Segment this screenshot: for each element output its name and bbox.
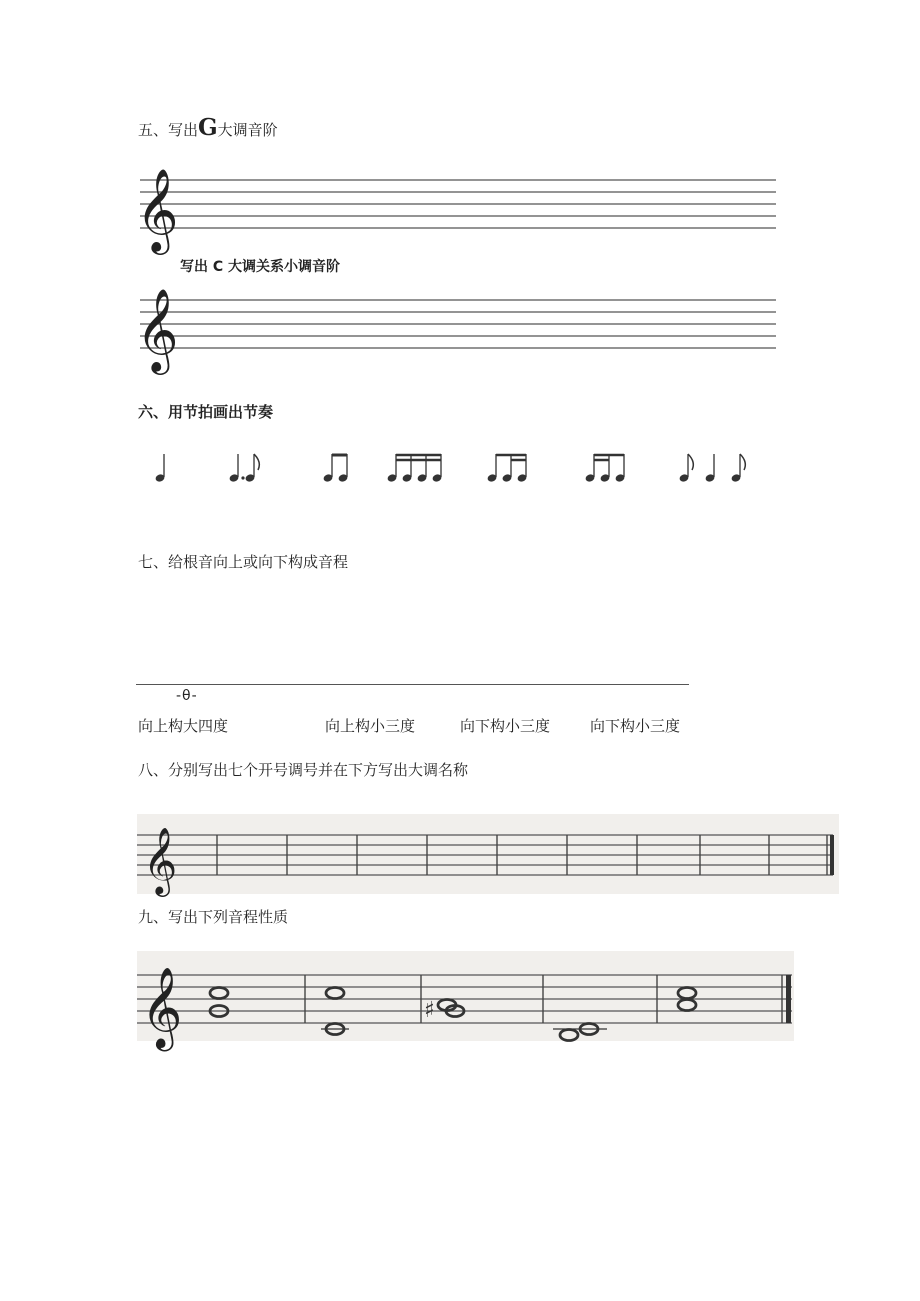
key-signature-staff — [137, 814, 839, 894]
interval-label-2: 向上构小三度 — [325, 717, 416, 735]
quarter-note-icon — [155, 454, 166, 483]
two-sixteenths-eighth-icon — [585, 454, 626, 483]
root-note-mark: -θ- — [176, 688, 198, 704]
treble-clef-icon: 𝄞 — [141, 966, 183, 1048]
interval-label-1: 向上构大四度 — [138, 717, 229, 735]
interval-label-3: 向下构小三度 — [460, 717, 551, 735]
treble-clef-icon: 𝄞 — [136, 287, 179, 371]
syncopation-icon — [679, 454, 746, 483]
dotted-quarter-eighth-icon — [229, 454, 260, 483]
four-sixteenths-icon — [387, 454, 443, 483]
interval-label-4: 向下构小三度 — [590, 717, 681, 735]
q6-title: 六、用节拍画出节奏 — [138, 403, 274, 421]
sharp-icon: ♯ — [424, 998, 435, 1023]
treble-clef-icon: 𝄞 — [143, 826, 178, 894]
treble-clef-icon: 𝄞 — [136, 167, 179, 251]
q9-title: 九、写出下列音程性质 — [138, 908, 289, 926]
eighth-two-sixteenths-icon — [487, 454, 528, 483]
rhythm-row — [146, 448, 786, 498]
q5-title: 五、写出G大调音阶 — [138, 114, 278, 141]
interval-quality-staff — [137, 951, 794, 1048]
q5b-title: 写出 C 大调关系小调音阶 — [180, 259, 341, 275]
q7-title: 七、给根音向上或向下构成音程 — [138, 553, 349, 571]
interval-line — [136, 684, 689, 685]
two-eighths-icon — [323, 454, 349, 483]
q8-title: 八、分别写出七个开号调号并在下方写出大调名称 — [138, 761, 469, 779]
g-major-staff — [136, 160, 786, 250]
c-relative-minor-staff — [136, 282, 786, 372]
